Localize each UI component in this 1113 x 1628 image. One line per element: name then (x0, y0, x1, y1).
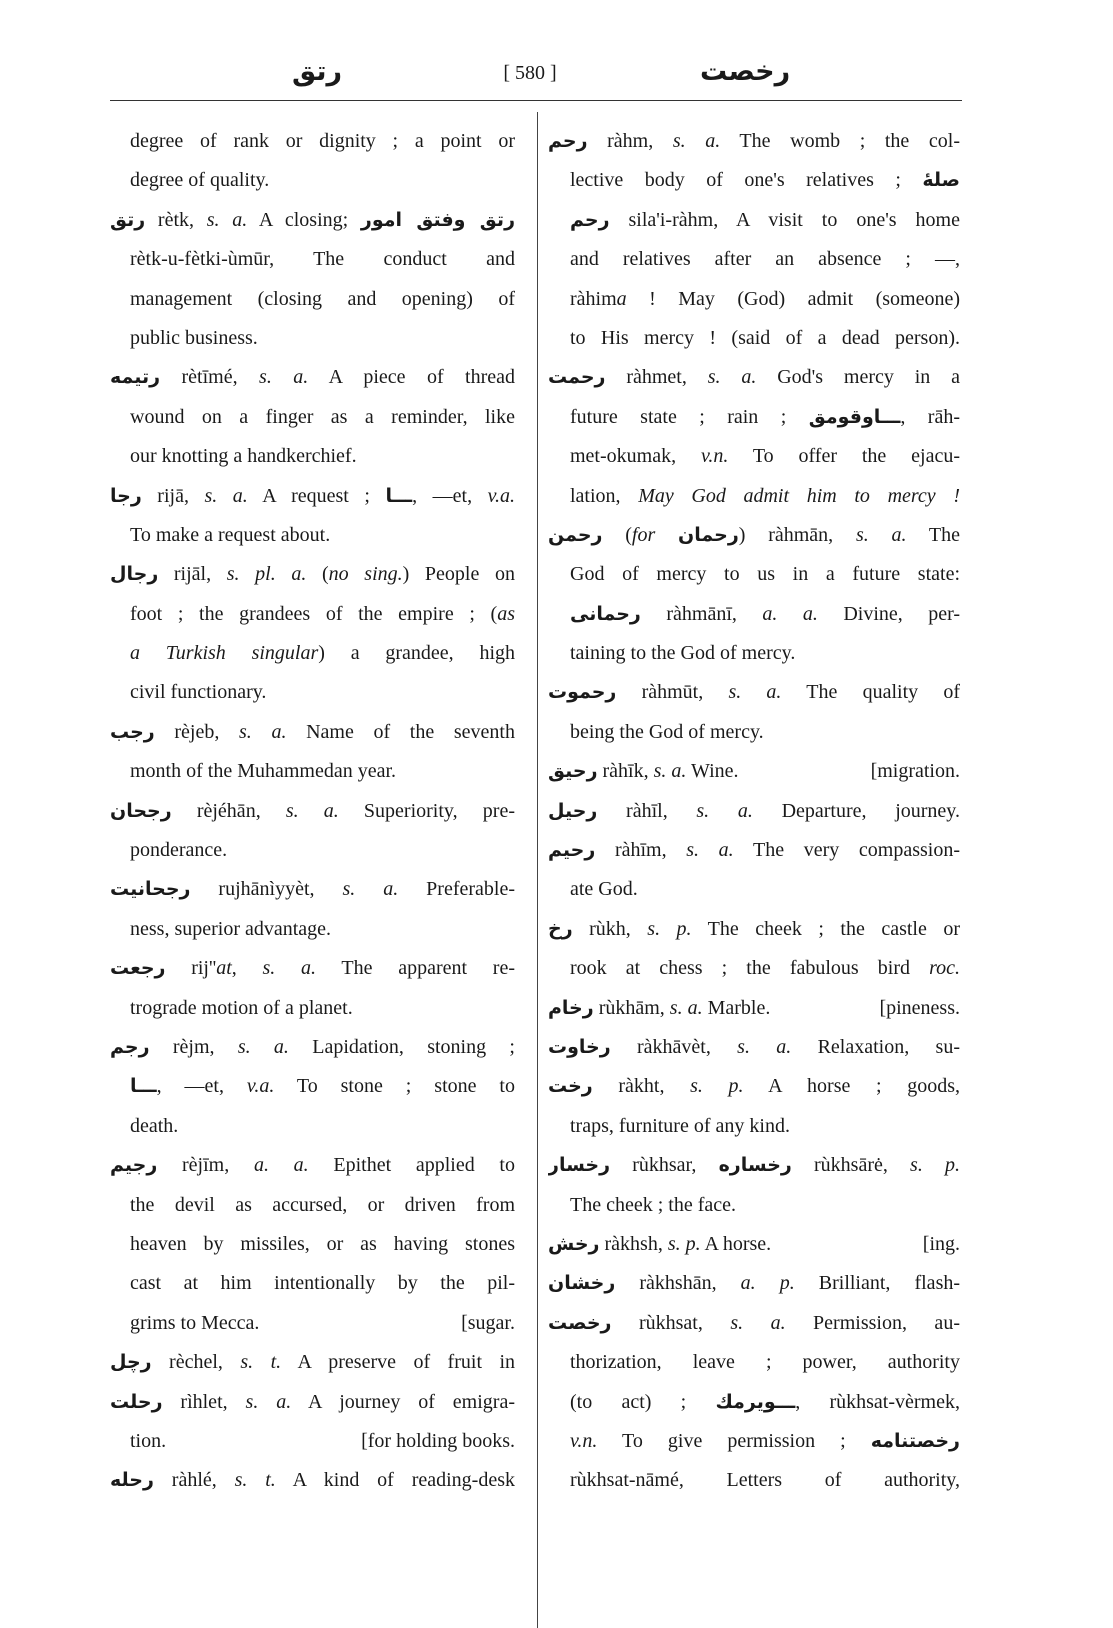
text-run: rèchel, (151, 1351, 241, 1374)
entry-line (548, 949, 960, 988)
text-run: To make a request about. (130, 523, 331, 546)
entry-line (110, 1107, 515, 1146)
entry-line (110, 1186, 515, 1225)
entry-first-line (548, 1264, 960, 1303)
entry-first-line (548, 1225, 960, 1264)
entry-line (548, 1107, 960, 1146)
entry-line (548, 319, 960, 358)
text-run: our knotting a handkerchief. (130, 445, 357, 468)
text-run: being the God of mercy. (570, 720, 764, 743)
text-run: lation, (570, 484, 639, 507)
arabic-headword: رحيق (548, 760, 598, 783)
text-run: ràhīm, (595, 839, 687, 862)
entry-first-line (110, 1383, 515, 1422)
text-run: to His mercy ! (said of a dead person). (570, 326, 960, 349)
text-run: A journey of emigra- (291, 1390, 515, 1413)
italic-text: no sing. (328, 563, 403, 586)
text-run: A horse. (700, 1232, 772, 1255)
text-run: The cheek ; the castle or (691, 917, 960, 940)
entry-line (110, 595, 515, 634)
entry-line (110, 634, 515, 673)
arabic-text: ـــاوقومق (808, 405, 901, 428)
italic-text: s. a. (672, 130, 721, 152)
entry-line (110, 161, 515, 200)
text-run: The (906, 523, 960, 546)
italic-text: a (616, 287, 627, 310)
entry-line (548, 437, 960, 476)
text-run: thorization, leave ; power, authority (570, 1351, 960, 1374)
arabic-headword: رجعت (110, 957, 166, 980)
text-run: Departure, journey. (752, 799, 960, 822)
text-run: The womb ; the col- (720, 130, 960, 152)
entry-first-line (548, 752, 960, 791)
text-run: ràhim (570, 287, 617, 310)
text-run: month of the Muhammedan year. (130, 760, 397, 783)
italic-text: s. a. (696, 799, 753, 822)
entry-line (110, 989, 515, 1028)
arabic-headword: رحيم (548, 839, 596, 862)
text-run: public business. (130, 326, 258, 349)
text-run: rèjéhān, (171, 799, 286, 822)
entry-line (548, 555, 960, 594)
arabic-headword: رخ (548, 917, 573, 940)
entry-first-line (548, 792, 960, 831)
italic-text: s. a. (342, 878, 399, 901)
entry-line (110, 319, 515, 358)
italic-text: s. pl. a. (226, 563, 307, 586)
text-run: The cheek ; the face. (570, 1193, 737, 1216)
arabic-headword: رحم (548, 130, 588, 152)
text-run: ràhīl, (597, 799, 697, 822)
text-run: tion. (130, 1429, 167, 1452)
arabic-headword: رحله (110, 1469, 154, 1492)
arabic-text: ـــا (130, 1075, 157, 1098)
italic-text: v.a. (246, 1075, 275, 1098)
text-run: ! May (God) admit (someone) (626, 287, 960, 310)
entry-line (110, 240, 515, 279)
entry-line (548, 398, 960, 437)
entry-first-line (110, 949, 515, 988)
text-run: rij'' (165, 957, 217, 980)
italic-text: s. p. (667, 1232, 701, 1255)
text-run: A preserve of fruit in (281, 1351, 515, 1374)
text-run: ràhmūt, (616, 681, 729, 704)
text-run: To give permission ; (597, 1429, 871, 1452)
italic-text: s. a. (686, 839, 734, 862)
carryover-text: [migration. (870, 760, 960, 783)
entry-first-line (110, 477, 515, 516)
running-head-right-word: رخصت (700, 56, 791, 87)
entry-line (110, 516, 515, 555)
text-run: A request ; (247, 484, 386, 507)
entry-line (110, 437, 515, 476)
entry-line (548, 1422, 960, 1461)
carryover-text: [ing. (922, 1232, 960, 1255)
entry-line (548, 161, 960, 200)
italic-text: s. t. (240, 1351, 282, 1374)
italic-text: May God admit him to mercy ! (638, 484, 960, 507)
text-run (655, 524, 678, 546)
arabic-headword: رخت (548, 1075, 593, 1098)
text-run: Name of the seventh (286, 720, 515, 743)
entry-first-line (548, 122, 960, 161)
arabic-headword: رجحان (110, 799, 172, 822)
text-run: ) a grandee, high (318, 642, 515, 665)
entry-first-line (548, 1304, 960, 1343)
entry-first-line (110, 713, 515, 752)
italic-text: roc. (929, 957, 960, 980)
left-column (110, 122, 515, 1501)
text-run: and relatives after an absence ; —, (570, 248, 960, 271)
text-run: Wine. (686, 760, 739, 783)
text-run: A kind of reading-desk (275, 1469, 515, 1492)
text-run: foot ; the grandees of the empire ; ( (130, 602, 498, 625)
text-run: trograde motion of a planet. (130, 996, 353, 1019)
italic-text: s. a. (737, 1035, 792, 1058)
arabic-headword: رتيمه (110, 366, 161, 389)
entry-line (548, 1186, 960, 1225)
arabic-text: ـــا (385, 484, 413, 507)
arabic-text: رحمانى (570, 602, 641, 625)
entry-line (548, 713, 960, 752)
text-run: heaven by missiles, or as having stones (130, 1232, 515, 1255)
text-run: A piece of thread (308, 366, 515, 389)
entry-first-line (548, 831, 960, 870)
column-divider (537, 112, 538, 1628)
text-run: To offer the ejacu- (728, 445, 960, 468)
italic-text: s. a. (239, 720, 287, 743)
text-run: degree of quality. (130, 169, 270, 192)
text-run: , —et, (412, 484, 488, 507)
entry-first-line (110, 870, 515, 909)
italic-text: as (497, 602, 515, 625)
text-run: management (closing and opening) of (130, 287, 515, 310)
text-run: rijāl, (158, 563, 227, 586)
carryover-text: [sugar. (461, 1311, 515, 1334)
text-run: traps, furniture of any kind. (570, 1114, 790, 1137)
text-run: ràhm, (587, 130, 673, 152)
entry-first-line (548, 673, 960, 712)
text-run: rètk-u-fètki-ùmūr, The conduct and (130, 248, 515, 271)
text-run: Epithet applied to (308, 1154, 515, 1177)
italic-text: s. a. (245, 1390, 292, 1413)
text-run: sila'i-ràhm, A visit to one's home (609, 208, 960, 231)
entry-line (110, 280, 515, 319)
entry-first-line (548, 910, 960, 949)
arabic-headword: رجب (110, 720, 155, 743)
arabic-headword: رخسار (548, 1154, 611, 1177)
text-run: The very compassion- (733, 839, 960, 862)
entry-first-line (110, 792, 515, 831)
entry-line (548, 280, 960, 319)
italic-text: a Turkish singular (130, 642, 319, 665)
arabic-text: رحم (570, 208, 610, 231)
italic-text: v.a. (487, 484, 515, 507)
italic-text: s. a. (259, 366, 309, 389)
arabic-headword: رخش (548, 1232, 600, 1255)
arabic-headword: رجال (110, 563, 159, 586)
text-run: rètk, (145, 208, 207, 231)
text-run: Divine, per- (817, 602, 960, 625)
entry-first-line (110, 1146, 515, 1185)
entry-line (548, 870, 960, 909)
text-run: The quality of (781, 681, 960, 704)
italic-text: s. a. (285, 799, 339, 822)
entry-first-line (110, 201, 515, 240)
italic-text: s. p. (647, 917, 692, 940)
arabic-headword: رخصت (548, 1311, 612, 1334)
entry-line (110, 752, 515, 791)
text-run: ) People on (402, 563, 515, 586)
arabic-headword: رحمت (548, 366, 606, 389)
text-run: The apparent re- (316, 957, 515, 980)
text-run: , (231, 957, 263, 980)
entry-line (110, 1225, 515, 1264)
text-run: rook at chess ; the fabulous bird (570, 957, 930, 980)
entry-line (548, 595, 960, 634)
header-rule (110, 100, 962, 101)
italic-text: s. p. (910, 1154, 960, 1177)
italic-text: a. p. (740, 1272, 795, 1295)
text-run: To stone ; stone to (274, 1075, 515, 1098)
text-run: ( (602, 523, 632, 546)
text-run: rijā, (141, 484, 205, 507)
text-run: rujhānìyyèt, (190, 878, 343, 901)
italic-text: s. a. (669, 996, 703, 1019)
text-run: rètīmé, (160, 366, 260, 389)
text-run: degree of rank or dignity ; a point or (130, 130, 515, 152)
text-run: taining to the God of mercy. (570, 642, 796, 665)
italic-text: v.n. (570, 1429, 598, 1452)
entry-line (548, 1461, 960, 1500)
entry-first-line (548, 516, 960, 555)
text-run: , rùkhsat-vèrmek, (795, 1390, 960, 1413)
italic-text: a. a. (762, 602, 818, 625)
entry-line (548, 477, 960, 516)
arabic-headword: رحلت (110, 1390, 163, 1413)
text-run: ness, superior advantage. (130, 917, 332, 940)
entry-first-line (548, 1067, 960, 1106)
text-run: death. (130, 1114, 179, 1137)
entry-line (110, 1264, 515, 1303)
text-run: (to act) ; (570, 1390, 716, 1413)
arabic-text: رتق وفتق امور (360, 208, 515, 231)
text-run: rùkhsar, (610, 1154, 719, 1177)
text-run: wound on a finger as a reminder, like (130, 405, 515, 428)
entry-line (548, 1383, 960, 1422)
text-run: Preferable- (398, 878, 515, 901)
entry-line (110, 910, 515, 949)
entry-line (110, 673, 515, 712)
text-run: rùkhsat, (611, 1311, 731, 1334)
entry-first-line (548, 1028, 960, 1067)
text-run: ) ràhmān, (738, 523, 856, 546)
text-run: Lapidation, stoning ; (288, 1035, 515, 1058)
arabic-headword: رجا (110, 484, 142, 507)
italic-text: s. a. (707, 366, 757, 389)
text-run: grims to Mecca. (130, 1311, 260, 1334)
text-run: ( (306, 563, 329, 586)
text-run: met-okumak, (570, 445, 701, 468)
arabic-text: ـــويرمك (715, 1390, 796, 1413)
text-run: rùkhām, (593, 996, 670, 1019)
text-run: God of mercy to us in a future state: (570, 563, 960, 586)
text-run: Permission, au- (785, 1311, 960, 1334)
italic-text: s. a. (653, 760, 687, 783)
text-run: rèjīm, (157, 1154, 254, 1177)
text-run: ràkht, (592, 1075, 691, 1098)
text-run: rèjeb, (154, 720, 240, 743)
entry-first-line (110, 1028, 515, 1067)
entry-line (110, 122, 515, 161)
text-run: rìhlet, (162, 1390, 246, 1413)
arabic-headword: رحمن (548, 523, 603, 546)
italic-text: a. a. (253, 1154, 309, 1177)
entry-first-line (548, 358, 960, 397)
text-run: future state ; rain ; (570, 405, 809, 428)
text-run: ràkhsh, (599, 1232, 668, 1255)
arabic-headword: رحموت (548, 681, 617, 704)
text-run: ràhlé, (153, 1469, 235, 1492)
entry-first-line (548, 1146, 960, 1185)
arabic-headword: رخشان (548, 1272, 616, 1295)
italic-text: v.n. (700, 445, 729, 468)
arabic-text: رحمان (678, 523, 739, 546)
text-run: rùkhsat-nāmé, Letters of authority, (570, 1469, 960, 1492)
italic-text: s. p. (690, 1075, 744, 1098)
text-run: ràkhāvèt, (610, 1035, 738, 1058)
carryover-text: [for holding books. (361, 1429, 515, 1452)
entry-first-line (110, 1461, 515, 1500)
entry-line (548, 634, 960, 673)
entry-line (110, 831, 515, 870)
text-run: civil functionary. (130, 681, 267, 704)
text-run: ràhīk, (597, 760, 654, 783)
text-run: Relaxation, su- (791, 1035, 960, 1058)
italic-text: s. a. (262, 957, 317, 980)
italic-text: s. t. (234, 1469, 276, 1492)
italic-text: for (631, 523, 656, 546)
arabic-headword: رتق (110, 208, 146, 231)
italic-text: s. a. (730, 1311, 786, 1334)
arabic-headword: رجحانيت (110, 878, 191, 901)
text-run: cast at him intentionally by the pil- (130, 1272, 515, 1295)
text-run: ràkhshān, (615, 1272, 741, 1295)
italic-text: s. a. (855, 523, 907, 546)
text-run: A closing; (247, 208, 361, 231)
arabic-headword: رحيل (548, 799, 598, 822)
arabic-headword: رخام (548, 996, 594, 1019)
entry-line (110, 1067, 515, 1106)
text-run: , —et, (156, 1075, 247, 1098)
text-run: ràhmānī, (640, 602, 763, 625)
arabic-headword: رخاوت (548, 1035, 611, 1058)
text-run: God's mercy in a (756, 366, 960, 389)
text-run: ràhmet, (605, 366, 708, 389)
entry-line (548, 201, 960, 240)
text-run: lective body of one's relatives ; (570, 169, 923, 192)
entry-line (110, 1304, 515, 1343)
text-run: Brilliant, flash- (794, 1272, 960, 1295)
text-run: , rāh- (900, 405, 960, 428)
entry-line (110, 1422, 515, 1461)
entry-first-line (110, 555, 515, 594)
arabic-headword: رجيم (110, 1154, 158, 1177)
italic-text: s. a. (237, 1035, 289, 1058)
text-run: A horse ; goods, (743, 1075, 960, 1098)
entry-line (110, 398, 515, 437)
right-column (548, 122, 960, 1501)
carryover-text: [pineness. (879, 996, 960, 1019)
text-run: the devil as accursed, or driven from (130, 1193, 515, 1216)
italic-text: at (216, 957, 232, 980)
running-head-left-word: رتق (292, 56, 343, 87)
text-run: rùkh, (572, 917, 648, 940)
text-run: Superiority, pre- (338, 799, 515, 822)
arabic-headword: رجم (110, 1035, 150, 1058)
text-run: rùkhsārė, (791, 1154, 911, 1177)
entry-first-line (110, 1343, 515, 1382)
text-run: rèjm, (149, 1035, 238, 1058)
arabic-headword: رچل (110, 1351, 152, 1374)
text-run: Marble. (702, 996, 771, 1019)
text-run: ponderance. (130, 839, 228, 862)
entry-first-line (110, 358, 515, 397)
entry-first-line (548, 989, 960, 1028)
text-run: ate God. (570, 878, 638, 901)
italic-text: s. a. (728, 681, 782, 704)
page-number: [ 580 ] (503, 62, 557, 84)
italic-text: s. a. (204, 484, 248, 507)
arabic-text: رخصتنامه (870, 1429, 960, 1452)
arabic-text: رخساره (718, 1154, 792, 1177)
entry-line (548, 1343, 960, 1382)
entry-line (548, 240, 960, 279)
arabic-text: صلهٔ (922, 169, 960, 192)
italic-text: s. a. (206, 208, 248, 231)
